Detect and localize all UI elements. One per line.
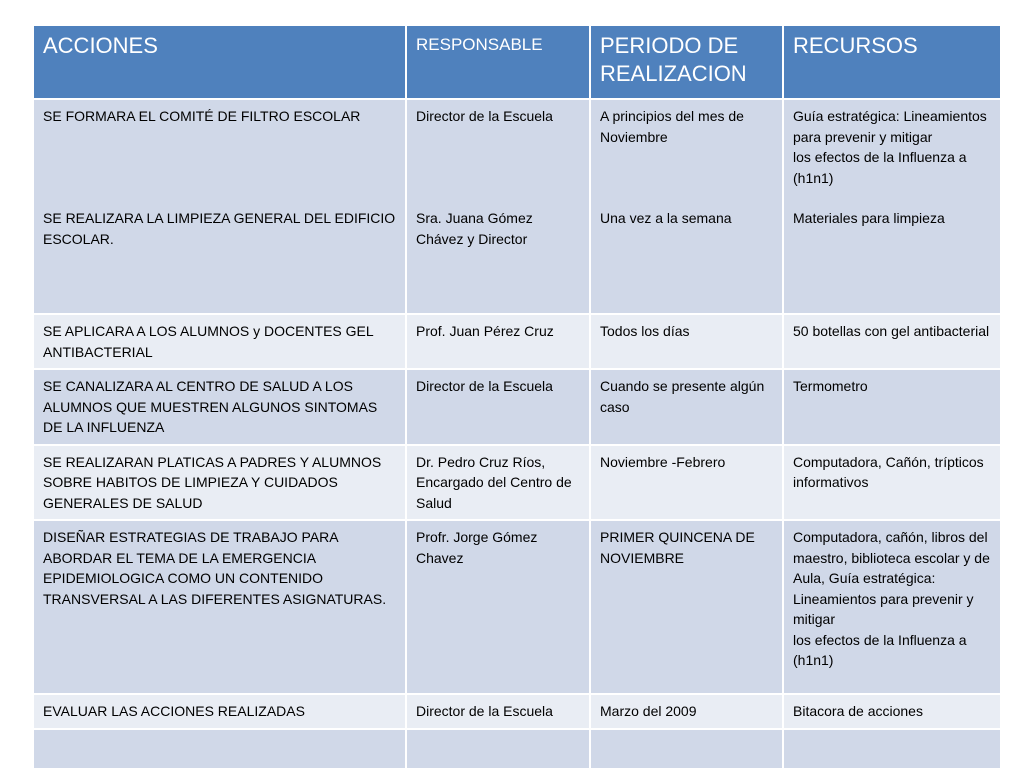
- cell-periodo: Noviembre -Febrero: [590, 445, 783, 521]
- header-periodo: PERIODO DE REALIZACION: [590, 25, 783, 99]
- cell-text: SE FORMARA EL COMITÉ DE FILTRO ESCOLAR: [43, 108, 361, 124]
- cell-responsable: Director de la Escuela: [406, 369, 590, 445]
- cell-text: Sra. Juana Gómez Chávez y Director: [416, 210, 533, 247]
- cell-empty: [406, 729, 590, 769]
- cell-empty: [33, 729, 406, 769]
- cell-recursos: Computadora, Cañón, trípticos informativos: [783, 445, 1001, 521]
- cell-recursos: 50 botellas con gel antibacterial: [783, 314, 1001, 369]
- cell-periodo: Todos los días: [590, 314, 783, 369]
- cell-text: Guía estratégica: Lineamientos para prevenir y mitigar los efectos de la Influenza a (h1n1): [793, 108, 987, 186]
- header-recursos: RECURSOS: [783, 25, 1001, 99]
- cell-periodo: Cuando se presente algún caso: [590, 369, 783, 445]
- cell-periodo: Marzo del 2009: [590, 694, 783, 729]
- header-acciones: ACCIONES: [33, 25, 406, 99]
- table-row: [33, 314, 1001, 369]
- cell-acciones: SE CANALIZARA AL CENTRO DE SALUD A LOS ALUMNOS QUE MUESTREN ALGUNOS SINTOMAS DE LA INFLUENZA: [33, 369, 406, 445]
- cell-responsable: [406, 99, 590, 314]
- actions-table-container: [32, 24, 1000, 770]
- cell-recursos: Bitacora de acciones: [783, 694, 1001, 729]
- cell-acciones: DISEÑAR ESTRATEGIAS DE TRABAJO PARA ABORDAR EL TEMA DE LA EMERGENCIA EPIDEMIOLOGICA COMO UN CONTENIDO TRANSVERSAL A LAS DIFERENTES ASIGNATURAS.: [33, 520, 406, 694]
- cell-text: Una vez a la semana: [600, 210, 732, 226]
- table-row: [33, 445, 1001, 521]
- header-responsable: RESPONSABLE: [406, 25, 590, 99]
- cell-acciones: [33, 99, 406, 314]
- cell-empty: [783, 729, 1001, 769]
- cell-responsable: Director de la Escuela: [406, 694, 590, 729]
- table-row: [33, 520, 1001, 694]
- cell-recursos: Termometro: [783, 369, 1001, 445]
- header-row: [33, 25, 1001, 99]
- cell-text: A principios del mes de Noviembre: [600, 108, 744, 145]
- cell-acciones: SE REALIZARAN PLATICAS A PADRES Y ALUMNOS SOBRE HABITOS DE LIMPIEZA Y CUIDADOS GENERALES DE SALUD: [33, 445, 406, 521]
- cell-responsable: Profr. Jorge Gómez Chavez: [406, 520, 590, 694]
- cell-periodo: PRIMER QUINCENA DE NOVIEMBRE: [590, 520, 783, 694]
- cell-responsable: Prof. Juan Pérez Cruz: [406, 314, 590, 369]
- cell-recursos: Computadora, cañón, libros del maestro, biblioteca escolar y de Aula, Guía estratégica: Lineamientos para prevenir y mitigar los efectos de la Influenza a (h1n1): [783, 520, 1001, 694]
- cell-text: SE REALIZARA LA LIMPIEZA GENERAL DEL EDIFICIO ESCOLAR.: [43, 210, 396, 247]
- cell-acciones: SE APLICARA A LOS ALUMNOS y DOCENTES GEL ANTIBACTERIAL: [33, 314, 406, 369]
- cell-recursos: [783, 99, 1001, 314]
- table-row: [33, 729, 1001, 769]
- actions-table: [32, 24, 1002, 770]
- table-row: [33, 369, 1001, 445]
- cell-text: Director de la Escuela: [416, 108, 553, 124]
- cell-acciones: EVALUAR LAS ACCIONES REALIZADAS: [33, 694, 406, 729]
- cell-responsable: Dr. Pedro Cruz Ríos, Encargado del Centro de Salud: [406, 445, 590, 521]
- table-row: [33, 694, 1001, 729]
- cell-periodo: [590, 99, 783, 314]
- table-row: [33, 99, 1001, 314]
- cell-text: Materiales para limpieza: [793, 210, 945, 226]
- cell-empty: [590, 729, 783, 769]
